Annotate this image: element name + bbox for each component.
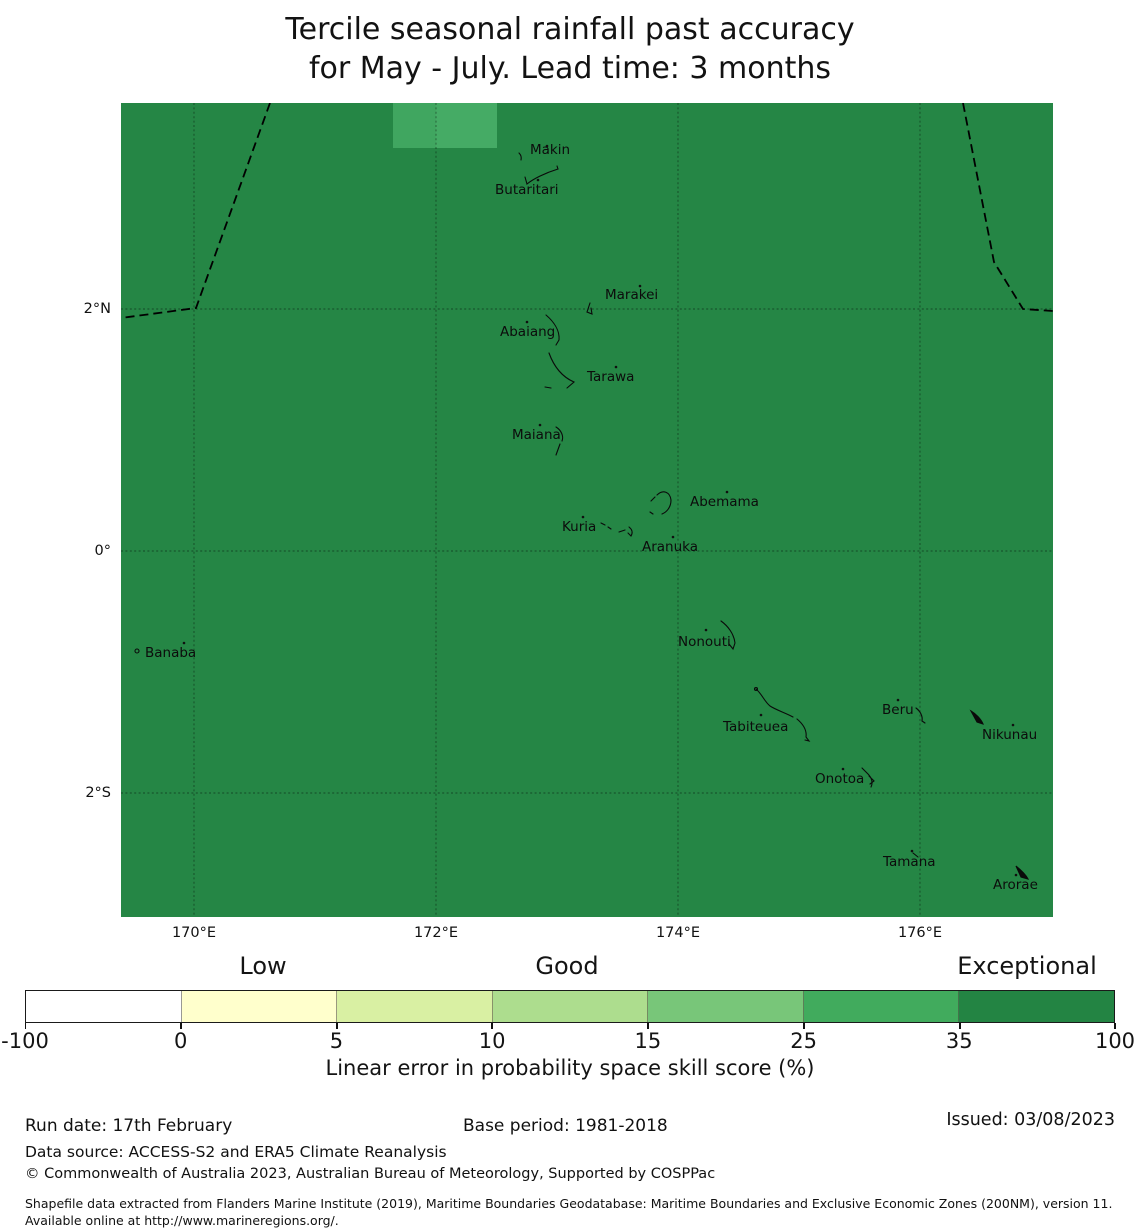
colorbar-tick-label: 5 [329,1029,344,1053]
island-label-kuria: Kuria [562,519,597,535]
footer-shapefile-note: Shapefile data extracted from Flanders Marine Institute (2019), Maritime Boundaries Geodatabase: Maritime Boundaries and Exclusive Economic Zones (200NM), version 11. Available online at http://www.marineregions.org/. [25,1196,1113,1228]
lon-tick-172e: 172°E [413,925,459,941]
colorbar-label-good: Good [535,952,599,980]
colorbar-segment [493,991,649,1022]
island-label-nonouti: Nonouti [678,634,731,650]
island-outlines [135,153,1028,879]
colorbar [25,990,1115,1023]
island-label-arorae: Arorae [993,877,1038,893]
footer-data-source: Data source: ACCESS-S2 and ERA5 Climate Reanalysis [25,1143,447,1161]
island-outline-banaba [135,649,139,653]
island-outline-makin [519,153,521,160]
colorbar-label-exceptional: Exceptional [957,952,1097,980]
colorbar-tick-label: 25 [790,1029,817,1053]
colorbar-caption: Linear error in probability space skill score (%) [325,1056,815,1080]
gridlines [121,103,1053,917]
footer-run-date: Run date: 17th February [25,1116,233,1136]
colorbar-segment [648,991,804,1022]
footer-issued-date: Issued: 03/08/2023 [946,1110,1115,1130]
island-label-makin: Makin [530,142,571,158]
lon-tick-176e: 176°E [897,925,943,941]
island-outline-beru [916,708,925,723]
colorbar-tick-label: 15 [634,1029,662,1053]
colorbar-segment [959,991,1114,1022]
island-label-abaiang: Abaiang [500,324,556,340]
colorbar-tick-label: 35 [945,1029,973,1053]
island-label-tabiteuea: Tabiteuea [723,719,789,735]
colorbar-tick-label: 10 [478,1029,506,1053]
title-line-1: Tercile seasonal rainfall past accuracy [285,12,855,47]
colorbar-segment [182,991,338,1022]
island-outline-nikunau [971,711,983,724]
island-label-maiana: Maiana [512,427,561,443]
colorbar-segment [337,991,493,1022]
colorbar-tick-label: -100 [1,1029,49,1053]
island-label-beru: Beru [882,702,914,718]
footer-base-period: Base period: 1981-2018 [463,1116,668,1136]
map-overlay [121,103,1053,917]
island-outline-abemama [650,492,671,514]
island-label-banaba: Banaba [145,645,197,661]
figure-title [0,10,1140,88]
colorbar-tick-label: 0 [174,1029,188,1053]
island-outline-aranuka [619,527,632,536]
footer-copyright: © Commonwealth of Australia 2023, Australian Bureau of Meteorology, Supported by COSPPac [25,1166,716,1182]
island-outline-tarawa [545,353,574,388]
lat-tick-0: 0° [94,543,111,559]
island-label-nikunau: Nikunau [982,727,1038,743]
island-label-tamana: Tamana [883,854,936,870]
island-marker-dots [183,142,1018,877]
title-line-2: for May - July. Lead time: 3 months [308,51,832,86]
colorbar-label-low: Low [239,952,287,980]
island-outline-marakei [587,303,592,314]
island-label-marakei: Marakei [605,287,659,303]
colorbar-tick-label: 100 [1094,1029,1136,1053]
island-label-butaritari: Butaritari [495,182,559,198]
map-panel [121,103,1053,917]
lon-tick-174e: 174°E [655,925,701,941]
island-label-aranuka: Aranuka [642,539,699,555]
island-outline-kuria [601,523,611,529]
colorbar-segment [804,991,960,1022]
island-label-tarawa: Tarawa [587,369,635,385]
lat-tick-2n: 2°N [83,301,111,317]
lat-tick-2s: 2°S [85,785,111,801]
eez-boundary [121,103,1053,318]
island-label-abemama: Abemama [690,494,759,510]
island-label-onotoa: Onotoa [815,771,865,787]
colorbar-segment [26,991,182,1022]
lon-tick-170e: 170°E [171,925,217,941]
